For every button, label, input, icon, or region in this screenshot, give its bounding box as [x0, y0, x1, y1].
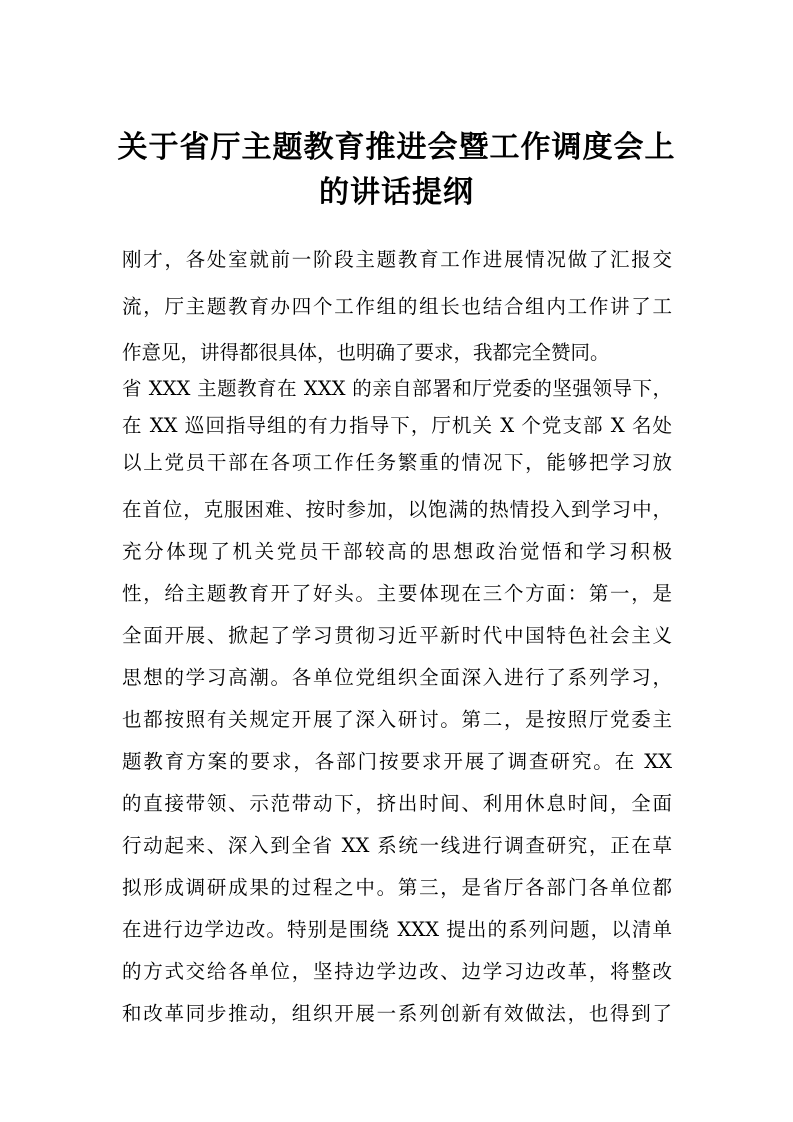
paragraph-2-line-7: 全面开展、掀起了学习贯彻习近平新时代中国特色社会主义 — [122, 624, 672, 647]
paragraph-2-line-6: 性，给主题教育开了好头。主要体现在三个方面：第一，是 — [122, 582, 672, 605]
paragraph-2-line-1: 省 XXX 主题教育在 XXX 的亲自部署和厅党委的坚强领导下， — [122, 377, 672, 400]
paragraph-2-line-8: 思想的学习高潮。各单位党组织全面深入进行了系列学习， — [122, 666, 672, 689]
paragraph-1-line-2: 流，厅主题教育办四个工作组的组长也结合组内工作讲了工 — [122, 295, 672, 318]
document-title-line-2: 的讲话提纲 — [319, 175, 474, 210]
document-title-line-1: 关于省厅主题教育推进会暨工作调度会上 — [117, 130, 676, 165]
paragraph-2-line-14: 在进行边学边改。特别是围绕 XXX 提出的系列问题，以清单 — [122, 918, 672, 941]
paragraph-2-line-11: 的直接带领、示范带动下，挤出时间、利用休息时间，全面 — [122, 792, 672, 815]
paragraph-2-line-5: 充分体现了机关党员干部较高的思想政治觉悟和学习积极 — [122, 540, 672, 563]
paragraph-2-line-12: 行动起来、深入到全省 XX 系统一线进行调查研究，正在草 — [122, 834, 672, 857]
paragraph-1-line-3: 作意见，讲得都很具体，也明确了要求，我都完全赞同。 — [122, 341, 610, 364]
paragraph-2-line-3: 以上党员干部在各项工作任务繁重的情况下，能够把学习放 — [122, 451, 672, 474]
paragraph-2-line-13: 拟形成调研成果的过程之中。第三，是省厅各部门各单位都 — [122, 876, 672, 899]
paragraph-2-line-15: 的方式交给各单位，坚持边学边改、边学习边改革，将整改 — [122, 960, 672, 983]
paragraph-1-line-1: 刚才，各处室就前一阶段主题教育工作进展情况做了汇报交 — [122, 248, 672, 271]
paragraph-2-line-10: 题教育方案的要求，各部门按要求开展了调查研究。在 XX — [122, 750, 672, 773]
paragraph-2-line-4: 在首位，克服困难、按时参加，以饱满的热情投入到学习中， — [122, 498, 672, 521]
paragraph-2-line-2: 在 XX 巡回指导组的有力指导下，厅机关 X 个党支部 X 名处 — [122, 414, 672, 437]
paragraph-2-line-9: 也都按照有关规定开展了深入研讨。第二，是按照厅党委主 — [122, 708, 672, 731]
paragraph-2-line-16: 和改革同步推动，组织开展一系列创新有效做法，也得到了 — [122, 1002, 672, 1025]
